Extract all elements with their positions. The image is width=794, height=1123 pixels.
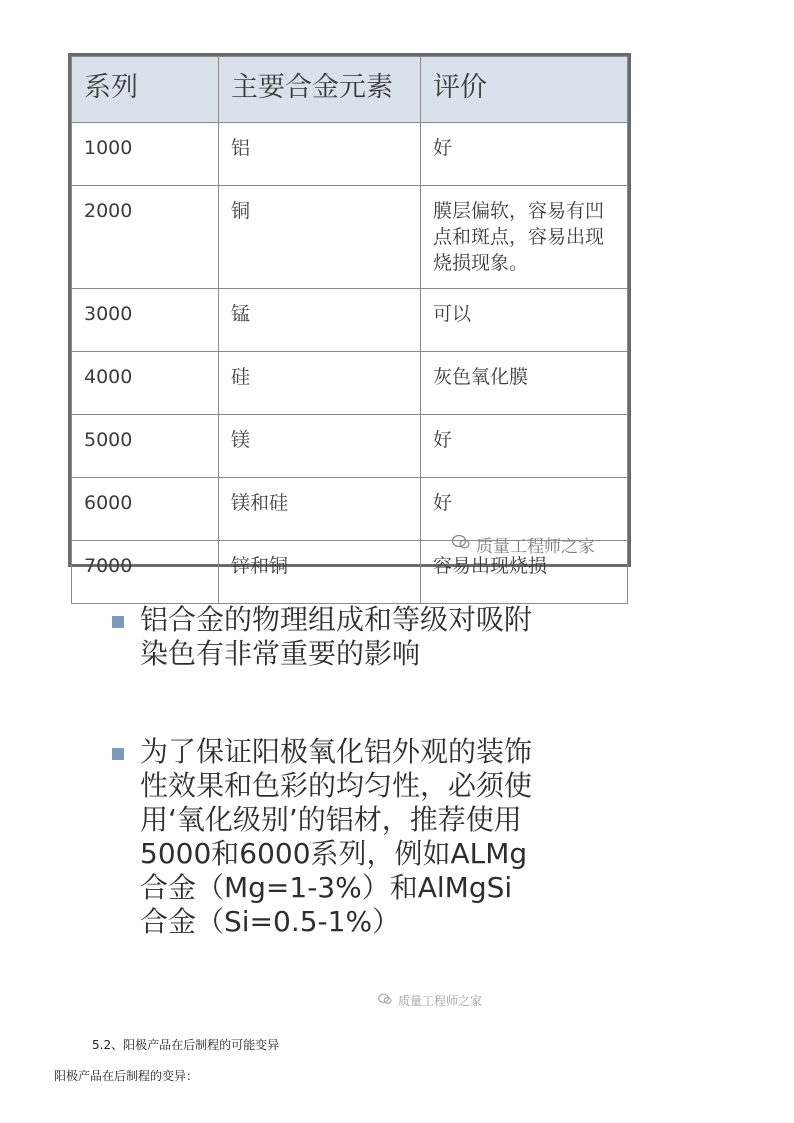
section-heading: 5.2、阳极产品在后制程的可能变异 bbox=[92, 1038, 280, 1052]
cell-element: 镁和硅 bbox=[219, 478, 421, 541]
bullet-item bbox=[112, 735, 532, 939]
cell-series: 2000 bbox=[72, 186, 219, 289]
cell-rating: 好 bbox=[421, 478, 628, 541]
chat-bubble-icon bbox=[378, 993, 392, 1008]
table-row bbox=[72, 123, 628, 186]
cell-element: 锰 bbox=[219, 289, 421, 352]
cell-rating: 灰色氧化膜 bbox=[421, 352, 628, 415]
cell-series: 1000 bbox=[72, 123, 219, 186]
cell-series: 3000 bbox=[72, 289, 219, 352]
table-header-row bbox=[72, 57, 628, 123]
header-rating: 评价 bbox=[421, 57, 628, 123]
cell-series: 7000 bbox=[72, 541, 219, 604]
bullet-square-icon bbox=[112, 616, 124, 628]
cell-element: 铝 bbox=[219, 123, 421, 186]
cell-rating: 好 bbox=[421, 415, 628, 478]
cell-rating: 好 bbox=[421, 123, 628, 186]
cell-series: 6000 bbox=[72, 478, 219, 541]
cell-rating: 可以 bbox=[421, 289, 628, 352]
table-row bbox=[72, 186, 628, 289]
chat-bubble-icon bbox=[452, 534, 470, 555]
cell-series: 5000 bbox=[72, 415, 219, 478]
header-main-alloy-element: 主要合金元素 bbox=[219, 57, 421, 123]
watermark-bottom bbox=[378, 992, 482, 1009]
table-row bbox=[72, 415, 628, 478]
watermark-top bbox=[452, 532, 595, 557]
section-text: 阳极产品在后制程的变异： bbox=[54, 1069, 199, 1083]
bullet-text: 铝合金的物理组成和等级对吸附染色有非常重要的影响 bbox=[140, 603, 533, 670]
watermark-text: 质量工程师之家 bbox=[476, 537, 595, 557]
bullet-square-icon bbox=[112, 748, 124, 760]
cell-element: 硅 bbox=[219, 352, 421, 415]
cell-series: 4000 bbox=[72, 352, 219, 415]
table-row bbox=[72, 352, 628, 415]
alloy-series-table-figure bbox=[68, 53, 631, 577]
cell-element: 镁 bbox=[219, 415, 421, 478]
cell-element: 铜 bbox=[219, 186, 421, 289]
watermark-text: 质量工程师之家 bbox=[398, 994, 483, 1008]
header-series: 系列 bbox=[72, 57, 219, 123]
cell-rating: 膜层偏软，容易有凹点和斑点，容易出现烧损现象。 bbox=[421, 186, 628, 289]
cell-rating: 容易出现烧损 bbox=[421, 541, 628, 604]
bullet-text: 为了保证阳极氧化铝外观的装饰性效果和色彩的均匀性，必须使用‘氧化级别’的铝材，推荐使用5000和6000系列，例如ALMg合金（Mg=1-3%）和AlMgSi合金（Si=0.5-1%） bbox=[140, 735, 533, 938]
bullet-item bbox=[112, 603, 532, 671]
alloy-series-table bbox=[71, 56, 628, 604]
cell-element: 锌和铜 bbox=[219, 541, 421, 604]
table-row bbox=[72, 289, 628, 352]
